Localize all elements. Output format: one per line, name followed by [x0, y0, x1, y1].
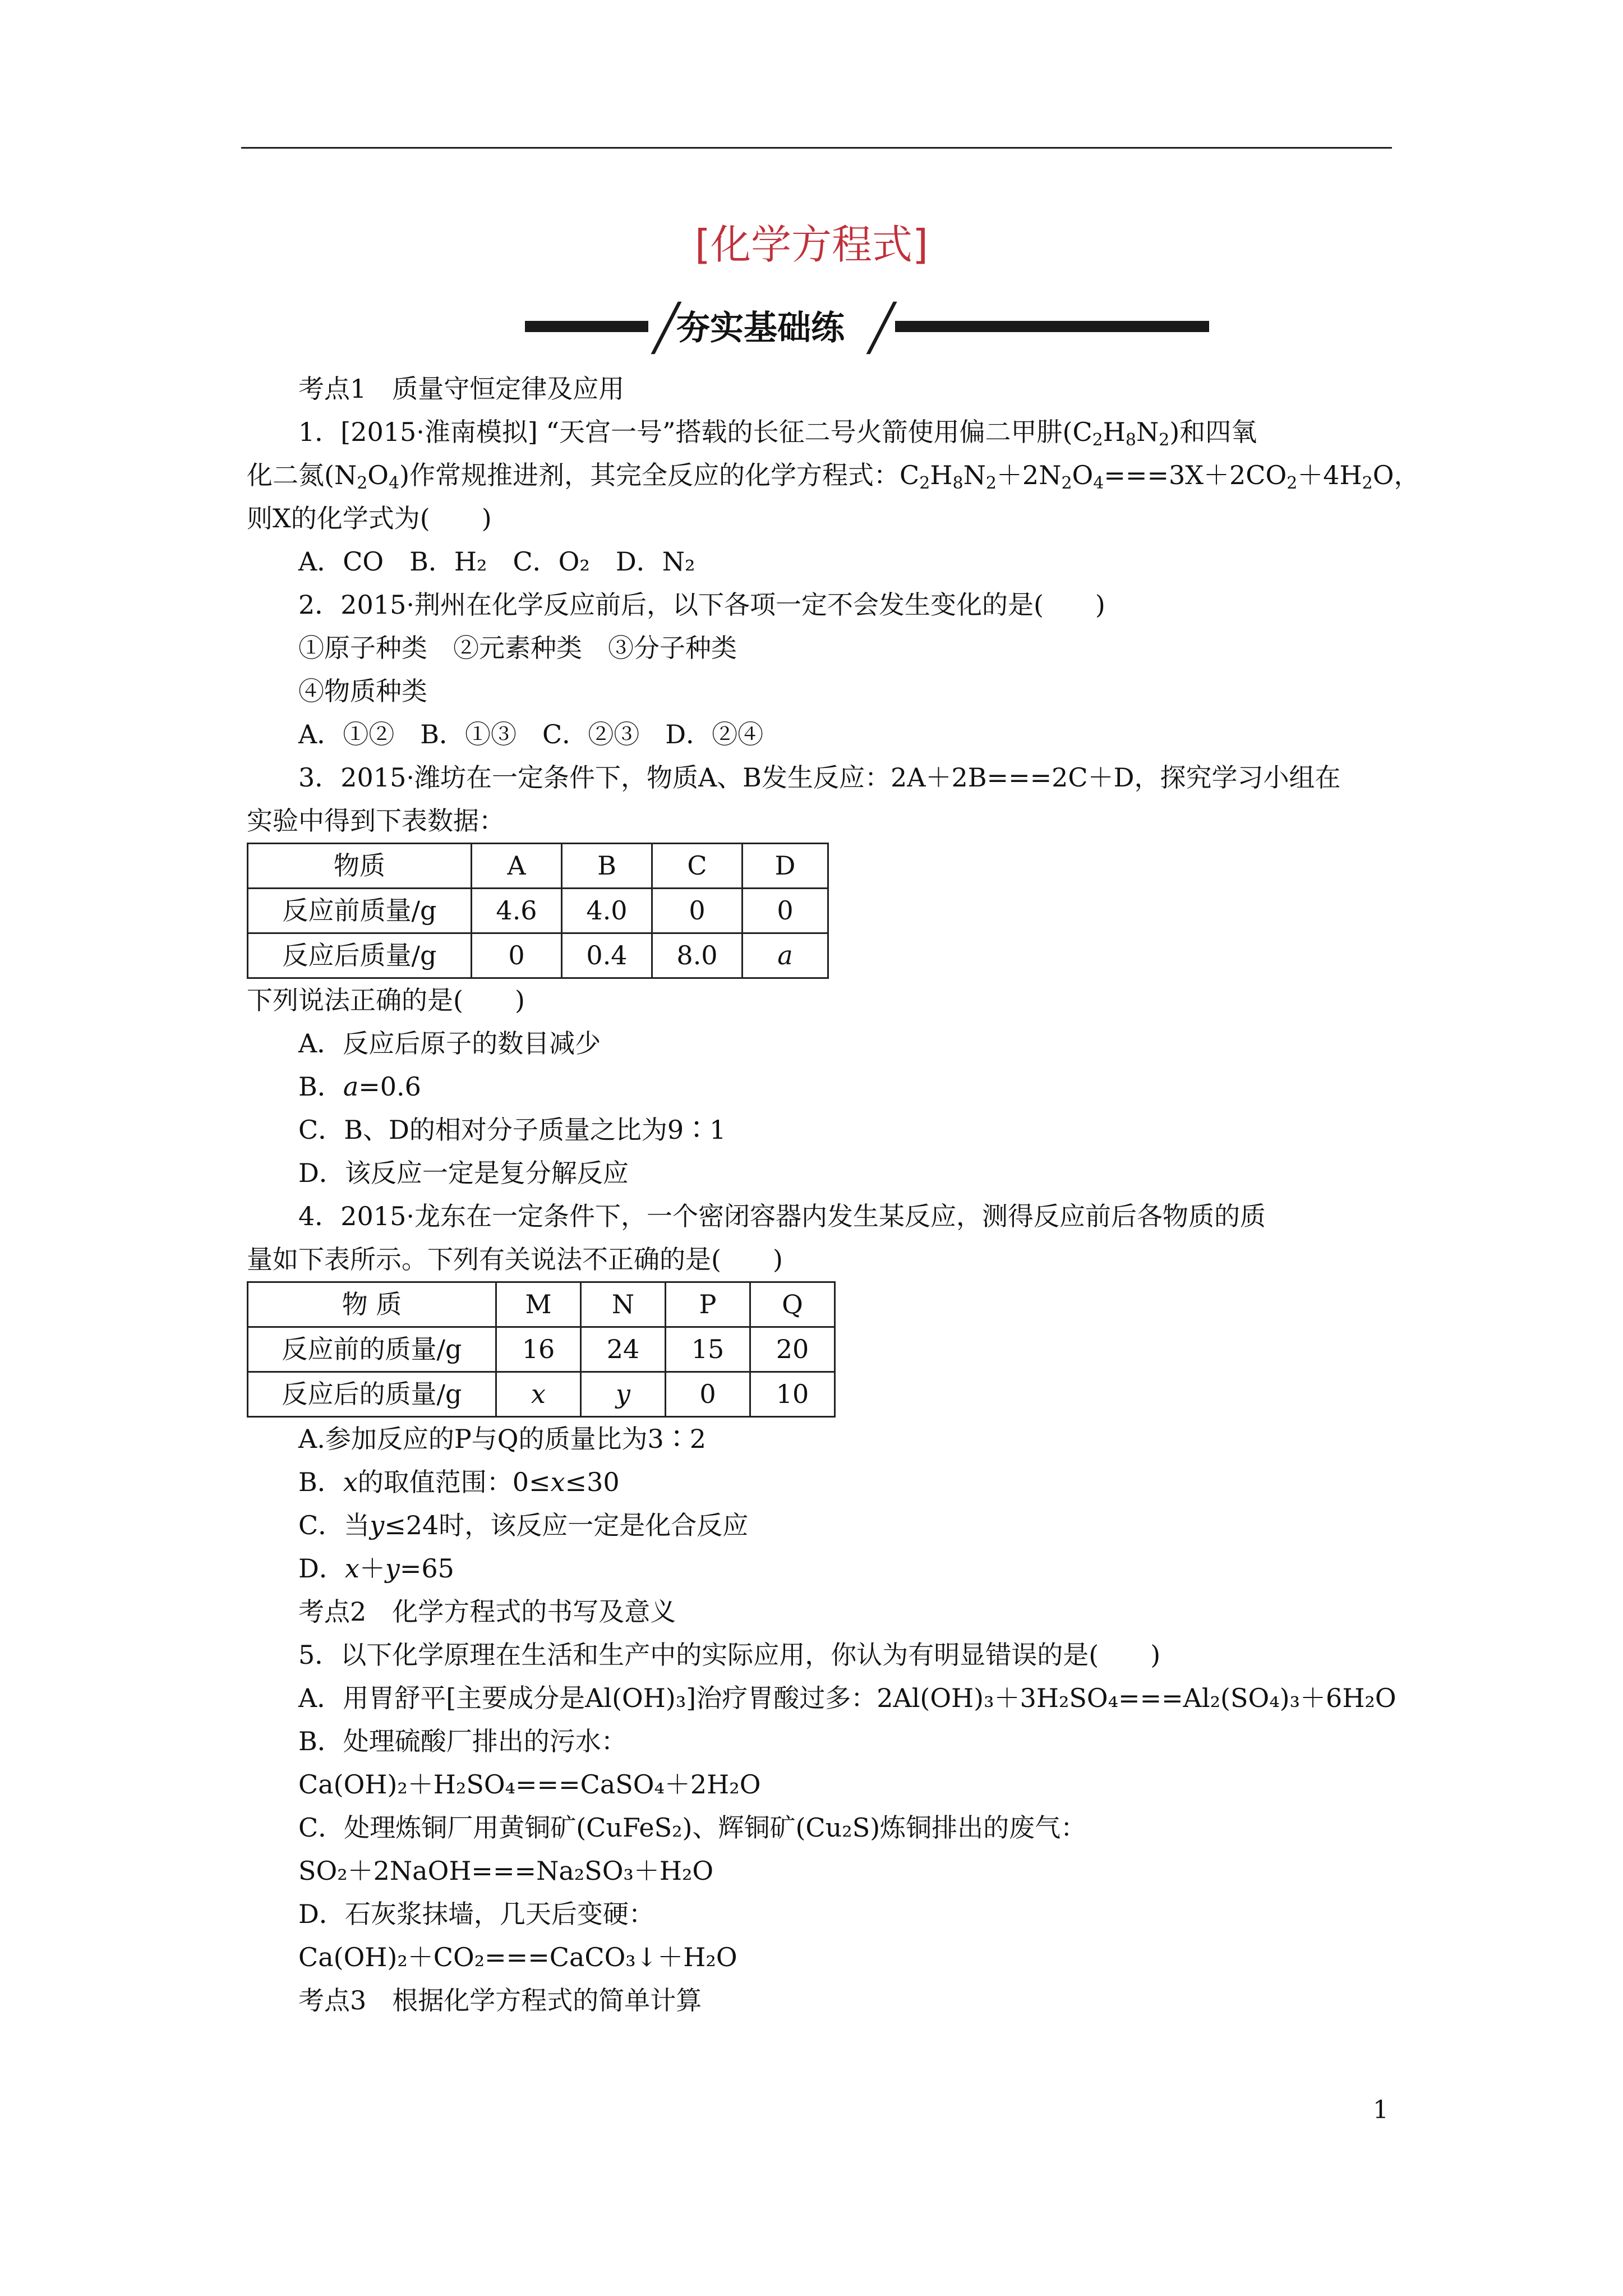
table-cell: N	[581, 1282, 666, 1327]
table-cell: 0.4	[562, 933, 652, 978]
q1-text-j: ＋2N	[996, 460, 1062, 490]
q3-option-a: A．反应后原子的数目减少	[298, 1028, 601, 1059]
q1-text-b: H	[1103, 417, 1126, 447]
q5-stem: 5．以下化学原理在生活和生产中的实际应用，你认为有明显错误的是( )	[298, 1640, 1161, 1670]
table-cell: y	[581, 1372, 666, 1417]
variable: y	[385, 1553, 400, 1584]
option-text: ≤24时，该反应一定是化合反应	[384, 1510, 749, 1540]
table-cell: 8.0	[652, 933, 743, 978]
q3-ask: 下列说法正确的是( )	[247, 985, 525, 1015]
q4-option-d	[247, 1547, 1391, 1590]
table-cell: D	[743, 844, 828, 889]
table-cell: 20	[750, 1327, 835, 1372]
q1-text-e: 化二氮(N	[247, 460, 357, 490]
q2-items-b: ④物质种类	[298, 676, 427, 706]
table-row	[248, 1282, 835, 1327]
table-cell: 物质	[248, 844, 472, 889]
q4-option-a: A.参加反应的P与Q的质量比为3∶2	[298, 1424, 707, 1454]
q5-option-d-equation: Ca(OH)₂＋CO₂===CaCO₃↓＋H₂O	[298, 1942, 737, 1972]
table-cell: 反应前质量/g	[248, 889, 472, 933]
q5-option-c-equation: SO₂＋2NaOH===Na₂SO₃＋H₂O	[298, 1856, 714, 1886]
q1-text-g: )作常规推进剂，其完全反应的化学方程式：C	[399, 460, 920, 490]
q5-option-b: B．处理硫酸厂排出的污水：	[298, 1726, 627, 1756]
page-title: [化学方程式]	[694, 221, 929, 268]
table-cell: 反应后质量/g	[248, 933, 472, 978]
option-label: C．当	[298, 1510, 370, 1540]
table-cell: 10	[750, 1372, 835, 1417]
table-cell: a	[743, 933, 828, 978]
q2-options: A．①② B．①③ C．②③ D．②④	[298, 719, 764, 749]
q3-stem-line2: 实验中得到下表数据：	[247, 806, 505, 836]
page-number: 1	[1373, 2096, 1389, 2124]
topic-heading-3: 考点3 根据化学方程式的简单计算	[298, 1985, 702, 2016]
q1-text-m: ＋4H	[1297, 460, 1362, 490]
q3-option-d: D．该反应一定是复分解反应	[298, 1158, 629, 1188]
q1-stem-line2: 化二氮$(N_2O_4)$作常规推进剂，其完全反应的化学方程式：$C_2H_8N_2+2N_2O_4===3X+2CO_2+4H_2O$，	[247, 460, 1420, 493]
variable: x	[343, 1467, 358, 1497]
q3-data-table	[247, 843, 829, 979]
q1-text-f: O	[367, 460, 389, 490]
q1-stem-line3: 则X的化学式为( )	[247, 503, 492, 533]
q1-text-d: )和四氧	[1169, 417, 1257, 447]
q1-text-n: O，	[1372, 460, 1420, 490]
q1-stem-line1: 1．[2015·淮南模拟] “天宫一号”搭载的长征二号火箭使用偏二甲肼$(C_2H_8N_2)$和四氧	[298, 417, 1257, 450]
q2-stem: 2．2015·荆州在化学反应前后，以下各项一定不会发生变化的是( )	[298, 590, 1105, 620]
variable: y	[370, 1510, 385, 1540]
table-cell: P	[666, 1282, 750, 1327]
option-label: B．	[298, 1071, 343, 1102]
table-cell: A	[472, 844, 562, 889]
table-row	[248, 933, 828, 978]
table-cell: Q	[750, 1282, 835, 1327]
q5-option-b-equation: Ca(OH)₂＋H₂SO₄===CaSO₄＋2H₂O	[298, 1769, 761, 1800]
topic-heading-2: 考点2 化学方程式的书写及意义	[298, 1596, 676, 1627]
q4-stem-line1: 4．2015·龙东在一定条件下，一个密闭容器内发生某反应，测得反应前后各物质的质	[298, 1201, 1266, 1231]
option-label: D．	[298, 1553, 345, 1584]
table-row	[248, 844, 828, 889]
table-cell: 反应后的质量/g	[248, 1372, 496, 1417]
table-cell: M	[496, 1282, 581, 1327]
variable: x	[344, 1553, 359, 1584]
table-cell: 4.0	[562, 889, 652, 933]
q4-option-b	[247, 1461, 1391, 1504]
table-cell: x	[496, 1372, 581, 1417]
table-cell: 反应前的质量/g	[248, 1327, 496, 1372]
q1-text-a: 1．[2015·淮南模拟] “天宫一号”搭载的长征二号火箭使用偏二甲肼(C	[298, 417, 1092, 447]
table-cell: 24	[581, 1327, 666, 1372]
q4-stem-line2: 量如下表所示。下列有关说法不正确的是( )	[247, 1244, 783, 1274]
table-row	[248, 1327, 835, 1372]
variable: a	[343, 1071, 359, 1102]
q4-option-c	[247, 1504, 1391, 1547]
topic-heading-1: 考点1 质量守恒定律及应用	[298, 374, 625, 404]
q5-option-d: D．石灰浆抹墙，几天后变硬：	[298, 1899, 654, 1929]
table-cell: 0	[743, 889, 828, 933]
q1-text-i: N	[963, 460, 986, 490]
q4-data-table	[247, 1281, 836, 1418]
table-cell: 15	[666, 1327, 750, 1372]
table-cell: 4.6	[472, 889, 562, 933]
q1-options: A．CO B．H₂ C．O₂ D．N₂	[298, 546, 695, 577]
table-cell: 16	[496, 1327, 581, 1372]
table-cell: B	[562, 844, 652, 889]
q3-option-b	[247, 1065, 1391, 1108]
table-row	[248, 889, 828, 933]
banner-slash-left: ╱	[653, 302, 680, 354]
header-rule	[241, 147, 1392, 149]
table-cell: 0	[472, 933, 562, 978]
variable: x	[550, 1467, 565, 1497]
table-row	[248, 1372, 835, 1417]
q5-option-a: A．用胃舒平[主要成分是Al(OH)₃]治疗胃酸过多：2Al(OH)₃＋3H₂SO₄===Al₂(SO₄)₃＋6H₂O	[298, 1683, 1396, 1713]
banner-bar-right	[895, 321, 1209, 332]
q1-text-k: O	[1072, 460, 1094, 490]
q2-items-a: ①原子种类 ②元素种类 ③分子种类	[298, 633, 737, 663]
exercise-content	[247, 367, 1420, 2022]
table-cell: 0	[666, 1372, 750, 1417]
q1-text-l: ===3X＋2CO	[1104, 460, 1287, 490]
table-cell: 0	[652, 889, 743, 933]
section-banner	[525, 303, 1209, 353]
option-text: =0.6	[358, 1071, 421, 1102]
option-text: ≤30	[565, 1467, 620, 1497]
q3-stem-line1: 3．2015·潍坊在一定条件下，物质A、B发生反应：2A＋2B===2C＋D，探究学习小组在	[298, 762, 1341, 793]
option-text: 的取值范围：0≤	[357, 1467, 551, 1497]
q3-option-c: C．B、D的相对分子质量之比为9∶1	[298, 1115, 726, 1145]
option-label: B．	[298, 1467, 343, 1497]
option-text: =65	[399, 1553, 454, 1584]
table-cell: 物 质	[248, 1282, 496, 1327]
operator: ＋	[359, 1553, 385, 1584]
q5-option-c: C．处理炼铜厂用黄铜矿(CuFeS₂)、辉铜矿(Cu₂S)炼铜排出的废气：	[298, 1812, 1087, 1843]
q1-text-c: N	[1136, 417, 1159, 447]
q1-text-h: H	[930, 460, 953, 490]
banner-bar-left	[525, 321, 648, 332]
table-cell: C	[652, 844, 743, 889]
banner-slash-right: ╱	[868, 302, 896, 354]
section-banner-text: 夯实基础练	[676, 309, 845, 348]
